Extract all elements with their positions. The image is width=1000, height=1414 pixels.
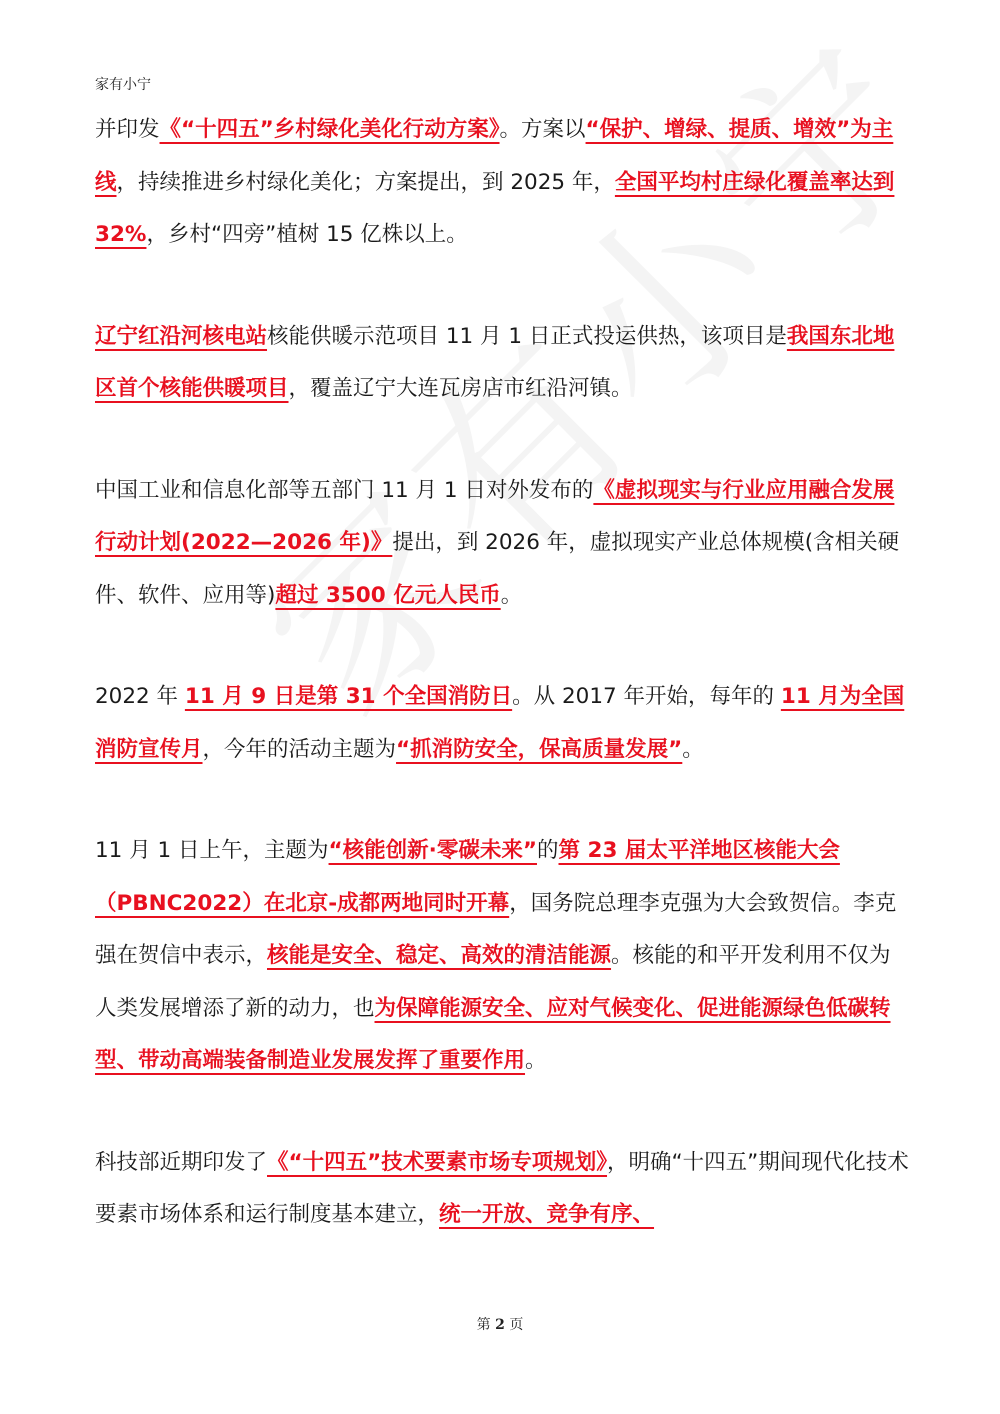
highlighted-text: 《“十四五”乡村绿化美化行动方案》: [159, 117, 500, 142]
body-text: 。: [525, 1048, 547, 1073]
body-text: ，明确“十四五”期间现代化技术要素市场体系和运行制度基本建立，: [95, 1149, 909, 1227]
highlighted-text: 超过 3500 亿元人民币: [275, 582, 501, 608]
body-text: 科技部近期印发了: [95, 1149, 268, 1175]
body-text: ，覆盖辽宁大连瓦房店市红沿河镇。: [288, 376, 633, 401]
body-text: 。核能的和平开发利用不仅为人类发展增添了新的动力，也: [95, 943, 891, 1021]
body-text: ，持续推进乡村绿化美化；方案提出，到 2025 年，: [116, 169, 615, 195]
body-text: 的: [536, 838, 559, 863]
paragraph-1: [95, 104, 910, 262]
highlighted-text: “核能创新·零碳未来”: [328, 838, 537, 863]
paragraph-4: [95, 671, 910, 776]
highlighted-text: 11 月 9 日是第 31 个全国消防日: [184, 684, 513, 709]
paragraph-3: [95, 465, 910, 623]
page-header: 家有小宁: [95, 77, 151, 93]
body-text: 核能供暖示范项目 11 月 1 日正式投运供热，该项目是: [267, 323, 787, 349]
page-number: 2: [495, 1317, 505, 1333]
footer-suffix: 页: [509, 1317, 524, 1333]
highlighted-text: 核能是安全、稳定、高效的清洁能源: [267, 943, 612, 968]
paragraph-2: [95, 311, 910, 416]
paragraph-5: [95, 825, 910, 1088]
body-text: ，国务院总理李克强为大会致贺信。李克强在贺信中表示，: [95, 890, 897, 968]
body-text: 。从 2017 年开始，每年的: [512, 684, 781, 709]
highlighted-text: 全国平均村庄绿化覆盖率达到 32%: [95, 169, 895, 247]
paragraph-6: [95, 1137, 910, 1242]
body-text: 11 月 1 日上午，主题为: [95, 838, 329, 863]
body-text: ，今年的活动主题为: [202, 736, 397, 762]
highlighted-text: 《虚拟现实与行业应用融合发展行动计划(2022—2026 年)》: [95, 477, 895, 555]
document-body: [95, 104, 910, 1291]
body-text: 并印发: [95, 117, 160, 142]
page-footer: [0, 1314, 1000, 1334]
body-text: 。方案以: [499, 117, 586, 142]
body-text: 中国工业和信息化部等五部门 11 月 1 日对外发布的: [95, 477, 594, 503]
highlighted-text: 辽宁红沿河核电站: [95, 323, 268, 349]
highlighted-text: “保护、增绿、提质、增效”为主线: [95, 117, 894, 195]
highlighted-text: 《“十四五”技术要素市场专项规划》: [267, 1149, 608, 1175]
highlighted-text: 为保障能源安全、应对气候变化、促进能源绿色低碳转型、带动高端装备制造业发展发挥了重要作用: [95, 995, 891, 1073]
body-text: 。: [500, 582, 523, 608]
body-text: 。: [682, 736, 704, 762]
highlighted-text: 我国东北地区首个核能供暖项目: [95, 323, 895, 401]
highlighted-text: 11 月为全国消防宣传月: [95, 684, 905, 762]
highlighted-text: 统一开放、竞争有序、: [439, 1202, 655, 1227]
highlighted-text: 第 23 届太平洋地区核能大会（PBNC2022）在北京-成都两地同时开幕: [95, 838, 840, 916]
highlighted-text: “抓消防安全，保高质量发展”: [396, 736, 683, 762]
body-text: 提出，到 2026 年，虚拟现实产业总体规模(含相关硬件、软件、应用等): [95, 530, 900, 608]
footer-prefix: 第: [476, 1317, 491, 1333]
body-text: 2022 年: [95, 684, 185, 709]
body-text: ，乡村“四旁”植树 15 亿株以上。: [146, 222, 468, 247]
